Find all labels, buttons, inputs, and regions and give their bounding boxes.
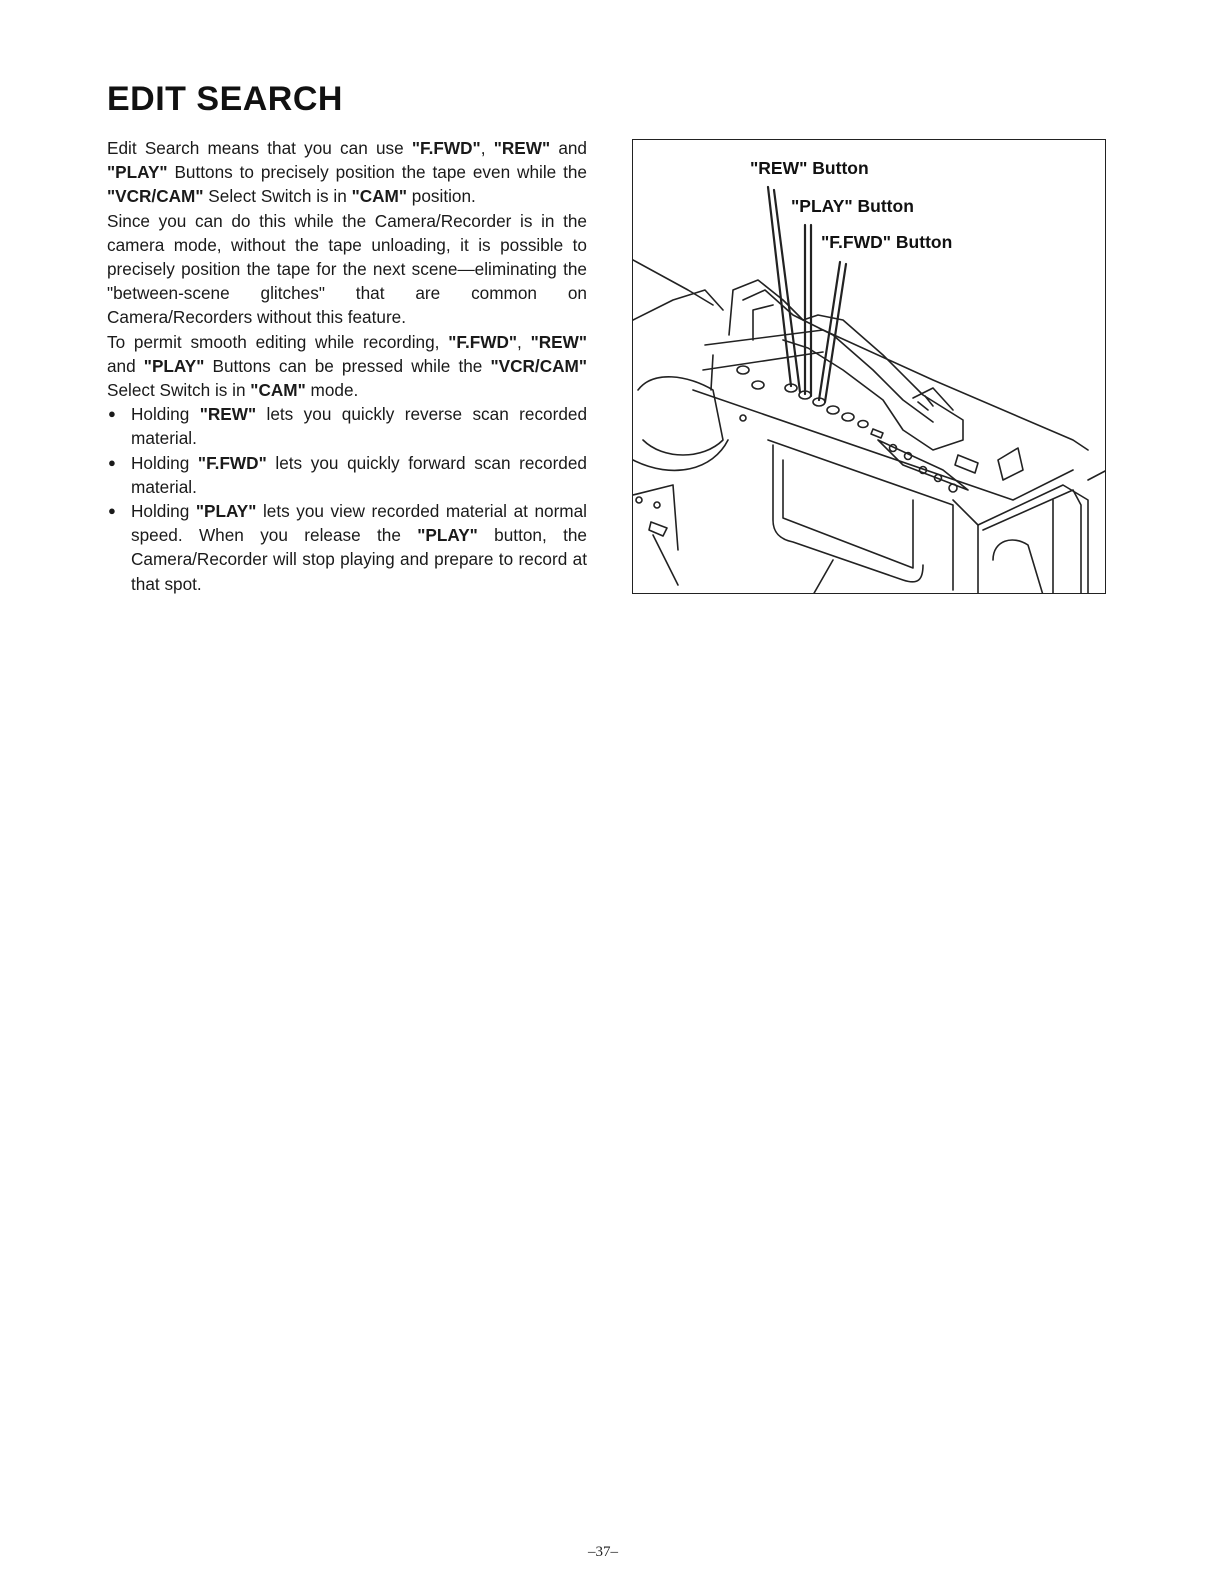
paragraph-intro: Edit Search means that you can use "F.FWD", "REW" and "PLAY" Buttons to precisely position the tape even while the "VCR/CAM" Select Switch is in "CAM" position. [107,138,587,207]
bullet-icon: ● [108,503,116,519]
bullet-icon: ● [108,406,116,422]
page-title: EDIT SEARCH [107,80,343,118]
bullet-text: Holding "F.FWD" lets you quickly forward scan recorded material. [131,452,587,497]
list-item-rew [107,402,587,450]
rew-button-label: "REW" Button [750,158,869,178]
body-text [107,136,587,596]
page-number: –37– [588,1544,618,1560]
bullet-icon: ● [108,454,116,470]
camera-recorder-illustration [632,139,1106,594]
paragraph-camera-mode: Since you can do this while the Camera/Recorder is in the camera mode, without the tape unloading, it is possible to precisely position the tape for the next scene—eliminating the "between-scene glitches" that are common on Camera/Recorders without this feature. [107,210,587,328]
bullet-text: Holding "PLAY" lets you view recorded material at normal speed. When you release the "PLAY" button, the Camera/Recorder will stop playing and prepare to record at that spot. [131,501,587,594]
feature-list [107,402,587,596]
play-button-label: "PLAY" Button [791,196,914,216]
list-item-ffwd [107,451,587,499]
ffwd-button-label: "F.FWD" Button [821,232,953,252]
bullet-text: Holding "REW" lets you quickly reverse scan recorded material. [131,404,587,449]
list-item-play [107,499,587,596]
paragraph-smooth-editing: To permit smooth editing while recording, "F.FWD", "REW" and "PLAY" Buttons can be pressed while the "VCR/CAM" Select Switch is in "CAM" mode. [107,331,588,401]
